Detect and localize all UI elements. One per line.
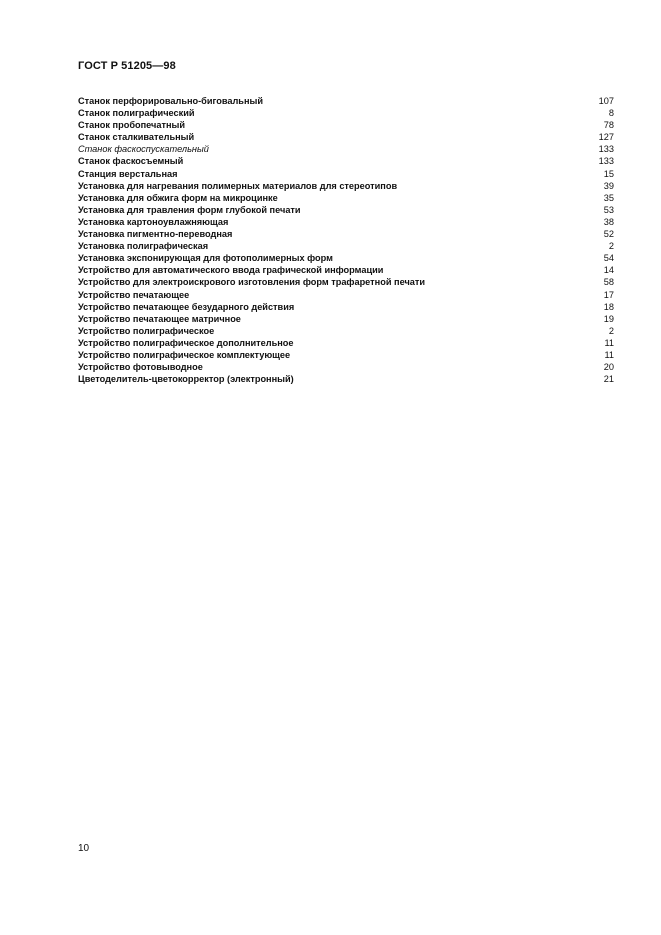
index-page-ref: 20 xyxy=(603,362,614,373)
index-page-ref: 17 xyxy=(603,289,614,300)
index-page-ref: 107 xyxy=(598,96,614,106)
index-page-ref: 133 xyxy=(598,144,614,155)
index-page-ref: 53 xyxy=(603,204,614,215)
index-page-ref: 52 xyxy=(603,229,614,240)
index-entry xyxy=(78,180,614,192)
index-page-ref: 21 xyxy=(603,374,614,385)
index-term: Устройство для автоматического ввода графической информации xyxy=(78,265,384,276)
index-entry xyxy=(78,131,614,143)
index-page-ref: 58 xyxy=(603,277,614,288)
index-term: Устройство полиграфическое xyxy=(78,325,215,336)
index-entry xyxy=(78,289,614,301)
subject-index-list xyxy=(78,95,614,385)
index-entry xyxy=(78,95,614,107)
index-entry xyxy=(78,240,614,252)
index-term: Устройство печатающее матричное xyxy=(78,313,241,324)
index-term: Устройство для электроискрового изготовления форм трафаретной печати xyxy=(78,277,426,288)
index-term: Установка экспонирующая для фотополимерных форм xyxy=(78,253,333,264)
index-entry xyxy=(78,168,614,180)
index-term: Устройство полиграфическое комплектующее xyxy=(78,349,291,360)
index-page-ref: 54 xyxy=(603,253,614,264)
index-term: Установка картоноувлажняющая xyxy=(78,216,229,227)
index-entry xyxy=(78,325,614,337)
index-term: Станок сталкивательный xyxy=(78,132,195,143)
index-entry xyxy=(78,301,614,313)
index-entry xyxy=(78,349,614,361)
index-page-ref: 15 xyxy=(603,168,614,179)
index-term: Устройство фотовыводное xyxy=(78,362,203,373)
index-entry xyxy=(78,252,614,264)
index-page-ref: 35 xyxy=(603,192,614,203)
index-entry xyxy=(78,373,614,385)
index-entry xyxy=(78,143,614,155)
index-term: Устройство полиграфическое дополнительное xyxy=(78,337,294,348)
index-page-ref: 2 xyxy=(608,325,614,336)
index-entry xyxy=(78,361,614,373)
index-term: Станок пробопечатный xyxy=(78,120,186,131)
index-term: Установка пигментно-переводная xyxy=(78,229,233,240)
index-entry xyxy=(78,228,614,240)
index-term: Установка для травления форм глубокой печати xyxy=(78,204,301,215)
index-entry xyxy=(78,313,614,325)
index-page-ref: 18 xyxy=(603,301,614,312)
index-term: Устройство печатающее xyxy=(78,289,190,300)
page-number: 10 xyxy=(78,843,90,854)
index-term: Станок перфорировально-биговальный xyxy=(78,96,263,106)
index-page-ref: 19 xyxy=(603,313,614,324)
index-entry xyxy=(78,337,614,349)
index-page-ref: 8 xyxy=(608,108,614,119)
index-entry xyxy=(78,216,614,228)
index-page-ref: 39 xyxy=(603,180,614,191)
index-term: Установка для обжига форм на микроцинке xyxy=(78,192,278,203)
index-page-ref: 78 xyxy=(603,120,614,131)
index-page-ref: 11 xyxy=(604,337,614,348)
index-entry xyxy=(78,107,614,119)
index-entry xyxy=(78,192,614,204)
index-term: Установка полиграфическая xyxy=(78,241,209,252)
index-page-ref: 127 xyxy=(598,132,614,143)
index-page-ref: 11 xyxy=(604,349,614,360)
index-page-ref: 2 xyxy=(608,241,614,252)
index-entry xyxy=(78,155,614,167)
index-term: Станок фаскоспускательный xyxy=(78,144,209,155)
document-header: ГОСТ Р 51205—98 xyxy=(78,60,176,72)
index-entry xyxy=(78,204,614,216)
index-entry xyxy=(78,264,614,276)
index-term: Устройство печатающее безударного действия xyxy=(78,301,295,312)
index-term: Станок полиграфический xyxy=(78,108,195,119)
index-term: Станок фаскосъемный xyxy=(78,156,184,167)
index-page-ref: 133 xyxy=(598,156,614,167)
index-page-ref: 14 xyxy=(603,265,614,276)
index-entry xyxy=(78,276,614,288)
index-entry xyxy=(78,119,614,131)
index-term: Цветоделитель-цветокорректор (электронный) xyxy=(78,374,294,385)
index-term: Станция верстальная xyxy=(78,168,178,179)
index-term: Установка для нагревания полимерных материалов для стереотипов xyxy=(78,180,398,191)
index-page-ref: 38 xyxy=(603,216,614,227)
